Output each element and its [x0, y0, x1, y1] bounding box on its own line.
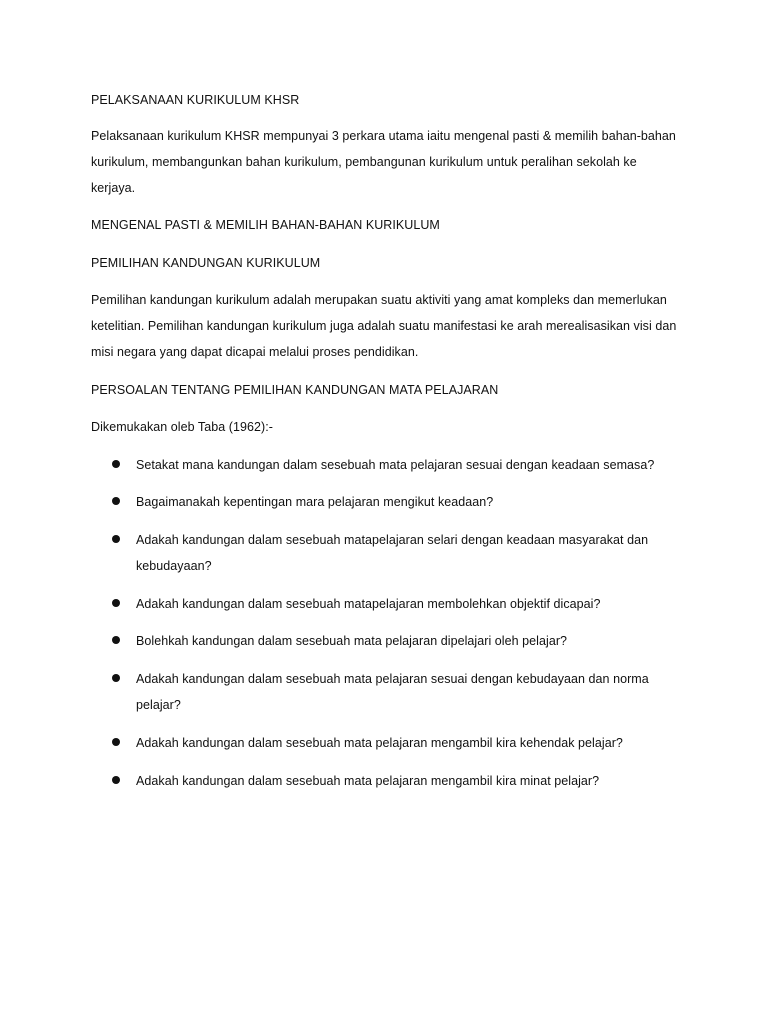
bullet-item-6-line-1: Adakah kandungan dalam sesebuah mata pelajaran sesuai dengan kebudayaan dan norma: [136, 672, 649, 686]
bullet-dot-icon: [112, 535, 120, 543]
bullet-item-3-line-1: Adakah kandungan dalam sesebuah matapelajaran selari dengan keadaan masyarakat dan: [136, 533, 649, 547]
bullet-dot-icon: [112, 599, 120, 607]
bullet-dot-icon: [112, 776, 120, 784]
bullet-item-5: Bolehkah kandungan dalam sesebuah mata pelajaran dipelajari oleh pelajar?: [136, 634, 568, 648]
bullet-item-3-line-2: kebudayaan?: [136, 559, 212, 573]
bullet-item-8: Adakah kandungan dalam sesebuah mata pelajaran mengambil kira minat pelajar?: [136, 774, 600, 788]
pemilihan-line-3: misi negara yang dapat dicapai melalui proses pendidikan.: [91, 345, 419, 359]
bullet-item-1: Setakat mana kandungan dalam sesebuah mata pelajaran sesuai dengan keadaan semasa?: [136, 458, 655, 472]
bullet-dot-icon: [112, 460, 120, 468]
heading-persoalan: PERSOALAN TENTANG PEMILIHAN KANDUNGAN MATA PELAJARAN: [91, 383, 499, 397]
bullet-dot-icon: [112, 497, 120, 505]
taba-citation: Dikemukakan oleb Taba (1962):-: [91, 420, 273, 434]
heading-mengenal-pasti: MENGENAL PASTI & MEMILIH BAHAN-BAHAN KURIKULUM: [91, 218, 440, 232]
pemilihan-line-2: ketelitian. Pemilihan kandungan kurikulum juga adalah suatu manifestasi ke arah merealisasikan visi dan: [91, 319, 677, 333]
heading-pemilihan-kandungan: PEMILIHAN KANDUNGAN KURIKULUM: [91, 256, 321, 270]
bullet-item-2: Bagaimanakah kepentingan mara pelajaran mengikut keadaan?: [136, 495, 494, 509]
pemilihan-line-1: Pemilihan kandungan kurikulum adalah merupakan suatu aktiviti yang amat kompleks dan memerlukan: [91, 293, 667, 307]
bullet-dot-icon: [112, 636, 120, 644]
intro-line-3: kerjaya.: [91, 181, 136, 195]
intro-line-2: kurikulum, membangunkan bahan kurikulum, pembangunan kurikulum untuk peralihan sekolah ke: [91, 155, 637, 169]
bullet-dot-icon: [112, 738, 120, 746]
bullet-item-6-line-2: pelajar?: [136, 698, 181, 712]
bullet-item-4: Adakah kandungan dalam sesebuah matapelajaran membolehkan objektif dicapai?: [136, 597, 601, 611]
heading-pelaksanaan: PELAKSANAAN KURIKULUM KHSR: [91, 93, 300, 107]
bullet-dot-icon: [112, 674, 120, 682]
bullet-item-7: Adakah kandungan dalam sesebuah mata pelajaran mengambil kira kehendak pelajar?: [136, 736, 623, 750]
intro-line-1: Pelaksanaan kurikulum KHSR mempunyai 3 perkara utama iaitu mengenal pasti & memilih bahan-bahan: [91, 129, 676, 143]
